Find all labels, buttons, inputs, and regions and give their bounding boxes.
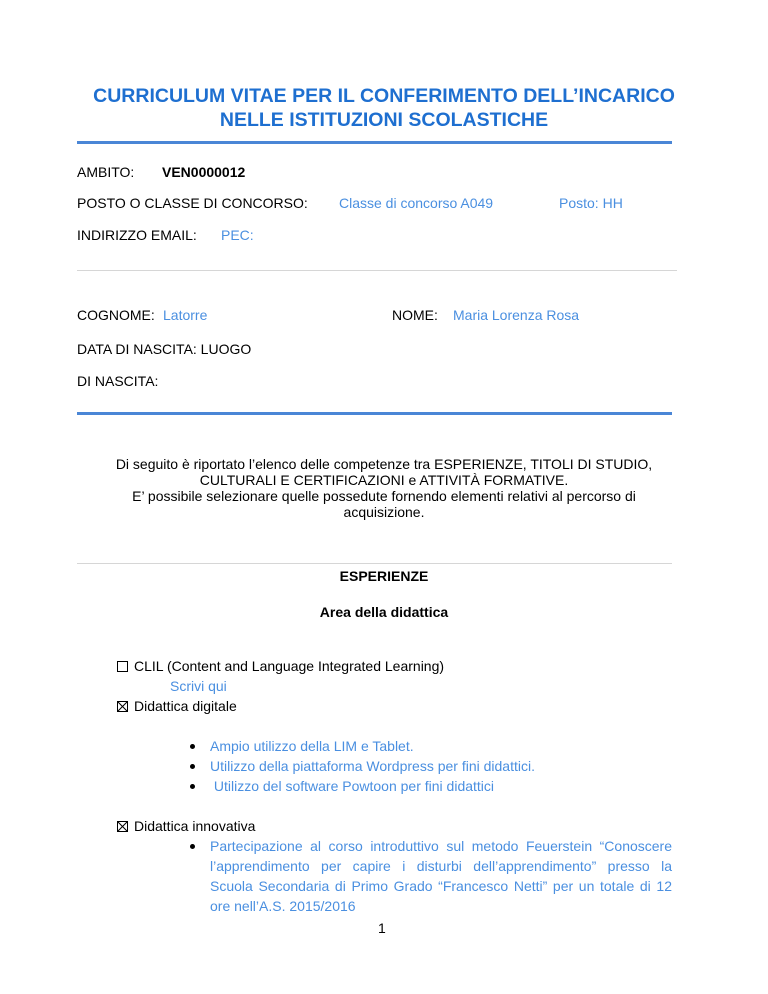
item-didattica-digitale-label: Didattica digitale bbox=[134, 698, 237, 714]
document-title-line1: CURRICULUM VITAE PER IL CONFERIMENTO DELL’INCARICO bbox=[93, 85, 675, 107]
posto-extra[interactable]: Posto: HH bbox=[559, 195, 623, 211]
checkbox-clil[interactable] bbox=[117, 661, 128, 672]
intro-line3: E’ possibile selezionare quelle possedute fornendo elementi relativi al percorso di bbox=[132, 488, 636, 504]
item-clil-label: CLIL (Content and Language Integrated Learning) bbox=[134, 658, 445, 674]
intro-line4: acquisizione. bbox=[343, 504, 425, 520]
page-number: 1 bbox=[378, 920, 386, 936]
innovativa-line-1: Partecipazione al corso introduttivo sul metodo Feuerstein “Conoscere bbox=[210, 838, 672, 854]
checkbox-didattica-digitale[interactable] bbox=[117, 701, 128, 712]
bullet-icon bbox=[190, 744, 195, 749]
digitale-bullet-3[interactable]: Utilizzo del software Powtoon per fini didattici bbox=[210, 778, 495, 794]
innovativa-line-2: l’apprendimento per capire i disturbi dell’apprendimento” presso la bbox=[210, 858, 672, 874]
luogo-nascita-label: DI NASCITA: bbox=[77, 373, 159, 389]
item-clil[interactable] bbox=[117, 657, 444, 675]
intro-line2: CULTURALI E CERTIFICAZIONI e ATTIVITÀ FORMATIVE. bbox=[199, 472, 569, 488]
bullet-icon bbox=[190, 784, 195, 789]
innovativa-line-4: ore nell’A.S. 2015/2016 bbox=[210, 898, 356, 914]
bullet-icon bbox=[190, 844, 195, 849]
nascita-label: DATA DI NASCITA: LUOGO bbox=[77, 341, 252, 357]
document-title-line2: NELLE ISTITUZIONI SCOLASTICHE bbox=[219, 109, 549, 131]
fields-divider bbox=[77, 412, 672, 415]
title-divider bbox=[77, 141, 672, 144]
posto-label: POSTO O CLASSE DI CONCORSO: bbox=[77, 195, 308, 211]
ambito-label: AMBITO: bbox=[77, 164, 135, 180]
section-divider-1 bbox=[77, 270, 677, 271]
posto-value[interactable]: Classe di concorso A049 bbox=[339, 195, 494, 211]
digitale-bullet-2[interactable]: Utilizzo della piattaforma Wordpress per fini didattici. bbox=[210, 758, 535, 774]
intro-line1: Di seguito è riportato l’elenco delle competenze tra ESPERIENZE, TITOLI DI STUDIO, bbox=[115, 456, 653, 472]
cognome-value[interactable]: Latorre bbox=[163, 307, 208, 323]
clil-placeholder[interactable]: Scrivi qui bbox=[170, 678, 227, 694]
nome-value[interactable]: Maria Lorenza Rosa bbox=[453, 307, 580, 323]
checkbox-didattica-innovativa[interactable] bbox=[117, 821, 128, 832]
nome-label: NOME: bbox=[392, 307, 438, 323]
email-label: INDIRIZZO EMAIL: bbox=[77, 227, 197, 243]
innovativa-line-3: Scuola Secondaria di Primo Grado “Francesco Netti” per un totale di 12 bbox=[210, 878, 672, 894]
bullet-icon bbox=[190, 764, 195, 769]
digitale-bullet-1[interactable]: Ampio utilizzo della LIM e Tablet. bbox=[210, 738, 414, 754]
item-didattica-innovativa[interactable] bbox=[117, 817, 255, 835]
section-subheading: Area della didattica bbox=[319, 604, 449, 620]
cognome-label: COGNOME: bbox=[77, 307, 155, 323]
section-divider-2 bbox=[77, 563, 672, 564]
item-didattica-digitale[interactable] bbox=[117, 697, 237, 715]
innovativa-paragraph[interactable] bbox=[210, 836, 672, 916]
ambito-value: VEN0000012 bbox=[162, 164, 246, 180]
section-heading: ESPERIENZE bbox=[339, 568, 429, 584]
pec-label[interactable]: PEC: bbox=[221, 227, 254, 243]
item-didattica-innovativa-label: Didattica innovativa bbox=[134, 818, 256, 834]
